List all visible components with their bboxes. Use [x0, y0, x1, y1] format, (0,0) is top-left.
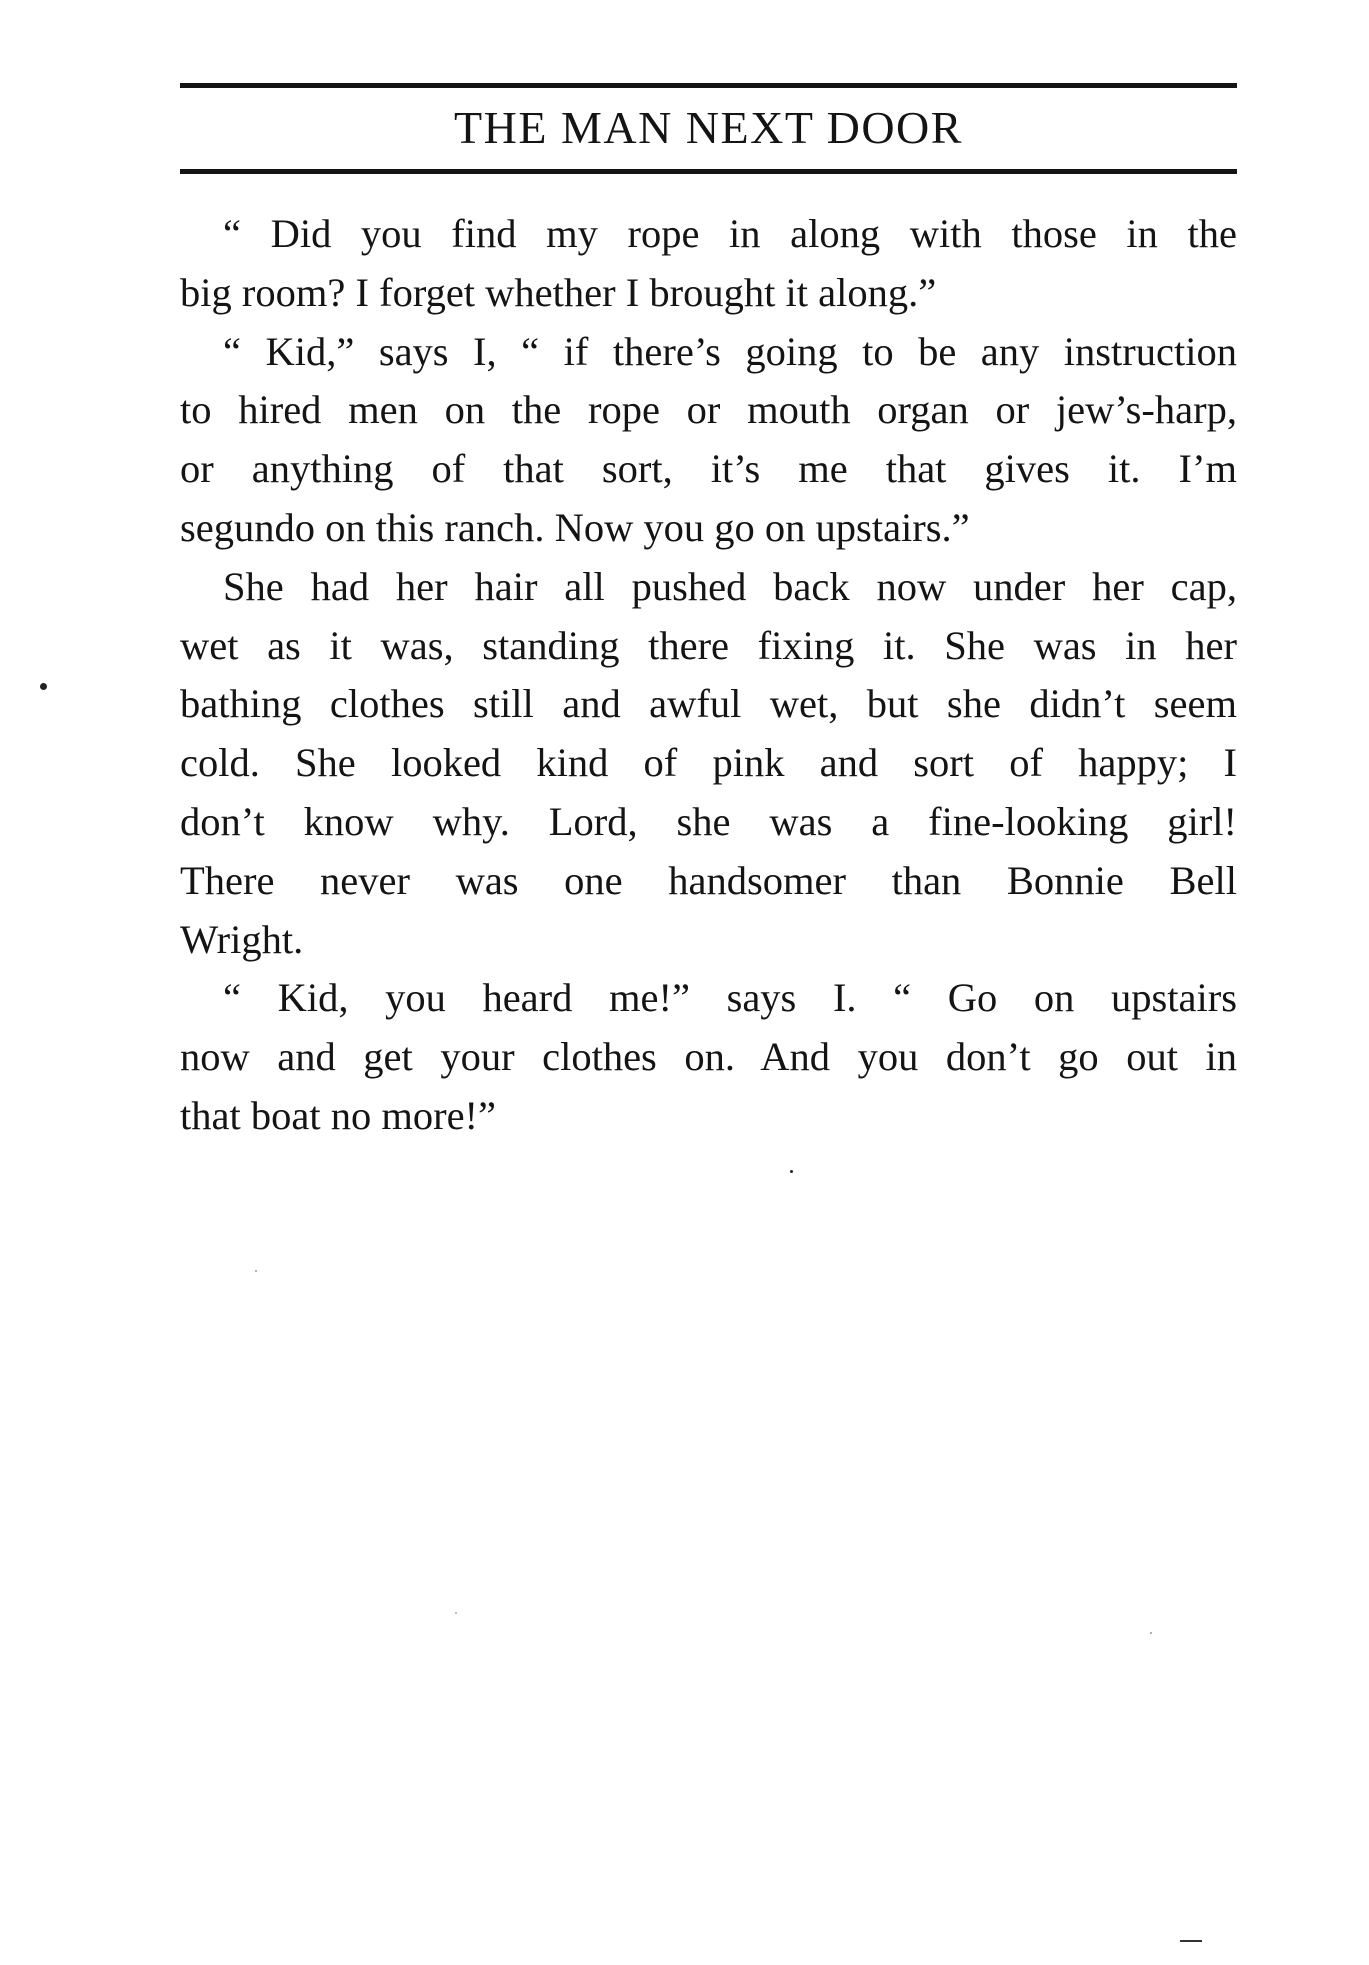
text-line: “ Kid, you heard me!” says I. “ Go on upstairs [223, 975, 1237, 1021]
header-rule-top [180, 83, 1237, 88]
scan-speck [790, 1170, 793, 1173]
scan-speck [1150, 1632, 1152, 1634]
text-line: There never was one handsomer than Bonnie Bell [180, 857, 1237, 903]
text-line: wet as it was, standing there fixing it. She was in her [180, 622, 1237, 668]
text-line: don’t know why. Lord, she was a fine-looking girl! [180, 798, 1237, 844]
text-line: segundo on this ranch. Now you go on upstairs.” [180, 504, 970, 550]
text-line: She had her hair all pushed back now under her cap, [223, 563, 1237, 609]
text-line: now and get your clothes on. And you don’t go out in [180, 1034, 1237, 1080]
scan-speck [455, 1612, 457, 1614]
text-line: to hired men on the rope or mouth organ or jew’s-harp, [180, 387, 1237, 433]
scan-speck [40, 683, 47, 690]
text-line: cold. She looked kind of pink and sort of happy; I [180, 740, 1237, 786]
running-head: THE MAN NEXT DOOR [454, 102, 963, 153]
body-text [180, 205, 1237, 1146]
text-line: “ Did you find my rope in along with those in the [223, 211, 1237, 256]
header-rule-bottom [180, 169, 1237, 174]
text-line: or anything of that sort, it’s me that gives it. I’m [180, 446, 1237, 492]
text-line: big room? I forget whether I brought it along.” [180, 269, 937, 315]
scan-speck [255, 1270, 257, 1272]
scan-mark [1180, 1940, 1202, 1942]
text-line: that boat no more!” [180, 1092, 497, 1138]
text-line: “ Kid,” says I, “ if there’s going to be any instruction [223, 328, 1237, 374]
text-line: Wright. [180, 916, 304, 962]
text-line: bathing clothes still and awful wet, but she didn’t seem [180, 681, 1237, 727]
